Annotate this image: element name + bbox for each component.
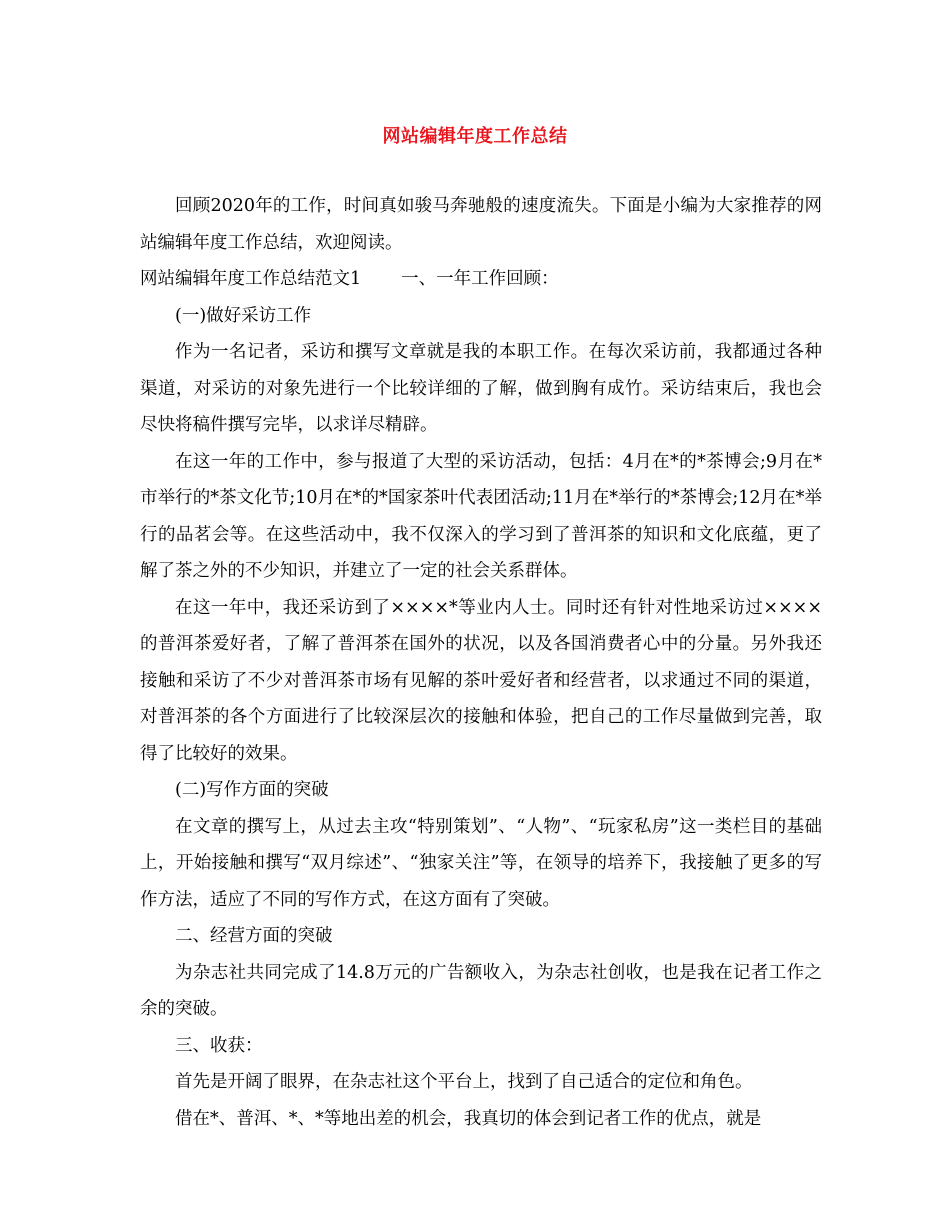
section-one-heading: 一、一年工作回顾： xyxy=(401,269,559,289)
heading-gains: 三、收获： xyxy=(175,1035,263,1056)
subheading-writing: (二)写作方面的突破 xyxy=(175,780,329,800)
paragraph-business: 为杂志社共同完成了14.8万元的广告额收入，为杂志社创收，也是我在记者工作之余的突破。 xyxy=(140,962,822,1019)
subheading-interview: (一)做好采访工作 xyxy=(175,305,312,326)
paragraph-gains-first: 首先是开阔了眼界，在杂志社这个平台上，找到了自己适合的定位和角色。 xyxy=(175,1072,753,1092)
document-title: 网站编辑年度工作总结 xyxy=(382,126,568,147)
paragraph-writing: 在文章的撰写上，从过去主攻“特别策划”、“人物”、“玩家私房”这一类栏目的基础上，开始接触和撰写“双月综述”、“独家关注”等，在领导的培养下，我接触了更多的写作方法，适应了不同的写作方式，在这方面有了突破。 xyxy=(140,816,822,910)
paragraph-reporter-duty: 作为一名记者，采访和撰写文章就是我的本职工作。在每次采访前，我都通过各种渠道，对采访的对象先进行一个比较详细的了解，做到胸有成竹。采访结束后，我也会尽快将稿件撰写完毕，以求详尽精辟。 xyxy=(140,342,822,435)
intro-paragraph: 回顾2020年的工作，时间真如骏马奔驰般的速度流失。下面是小编为大家推荐的网站编辑年度工作总结，欢迎阅读。 xyxy=(140,196,822,253)
paragraph-events: 在这一年的工作中，参与报道了大型的采访活动，包括：4月在*的*茶博会;9月在*市举行的*茶文化节;10月在*的*国家茶叶代表团活动;11月在*举行的*茶博会;12月在*举行的品茗会等。在这些活动中，我不仅深入的学习到了普洱茶的知识和文化底蕴，更了解了茶之外的不少知识，并建立了一定的社会关系群体。 xyxy=(140,451,822,581)
document-body xyxy=(140,188,822,1137)
paragraph-interviews: 在这一年中，我还采访到了××××*等业内人士。同时还有针对性地采访过××××的普洱茶爱好者，了解了普洱茶在国外的状况，以及各国消费者心中的分量。另外我还接触和采访了不少对普洱茶市场有见解的茶叶爱好者和经营者，以求通过不同的渠道，对普洱茶的各个方面进行了比较深层次的接触和体验，把自己的工作尽量做到完善，取得了比较好的效果。 xyxy=(140,597,822,764)
sample-title: 网站编辑年度工作总结范文1 xyxy=(140,269,362,289)
paragraph-gains-travel: 借在*、普洱、*、*等地出差的机会，我真切的体会到记者工作的优点，就是 xyxy=(175,1108,762,1129)
section-heading-line xyxy=(140,261,822,298)
heading-business: 二、经营方面的突破 xyxy=(175,926,333,946)
